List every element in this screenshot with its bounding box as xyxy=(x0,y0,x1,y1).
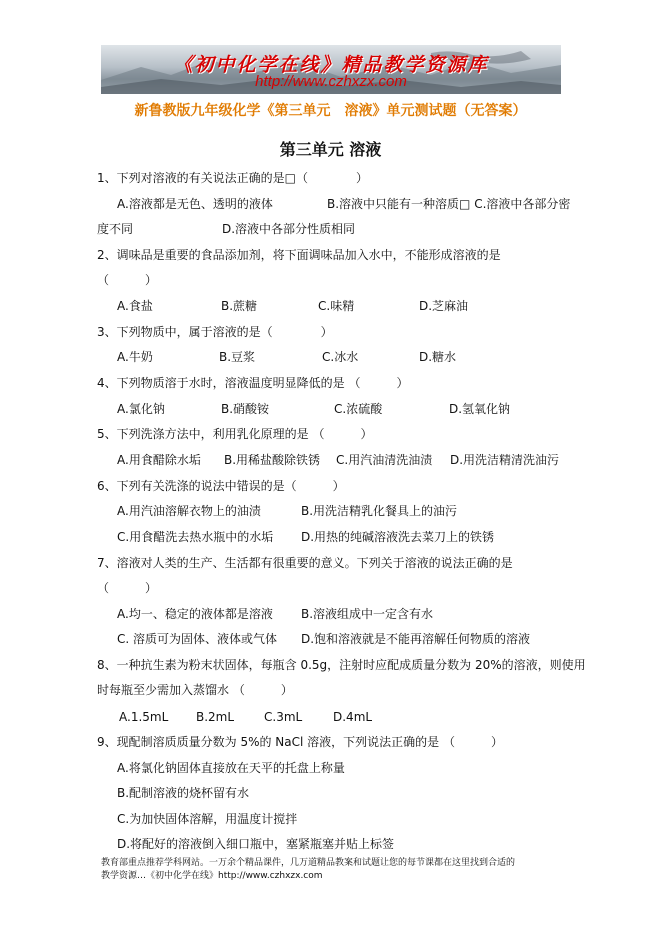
question-2-option-b: B.蔗糖 xyxy=(221,299,258,313)
question-7-option-c: C. 溶质可为固体、液体或气体 xyxy=(117,632,278,646)
question-2-stem: 2、调味品是重要的食品添加剂，将下面调味品加入水中，不能形成溶液的是 xyxy=(97,248,501,262)
question-9-stem: 9、现配制溶质质量分数为 5%的 NaCl 溶液，下列说法正确的是 （ ） xyxy=(97,735,503,749)
question-8-option-b: B.2mL xyxy=(196,710,235,724)
question-9-option-c: C.为加快固体溶解，用温度计搅拌 xyxy=(117,812,298,826)
question-6-option-d: D.用热的纯碱溶液洗去菜刀上的铁锈 xyxy=(301,530,495,544)
question-4-option-d: D.氢氧化钠 xyxy=(449,402,511,416)
question-8-option-c: C.3mL xyxy=(264,710,303,724)
question-5-option-c: C.用汽油清洗油渍 xyxy=(336,453,433,467)
question-6-stem: 6、下列有关洗涤的说法中错误的是（ ） xyxy=(97,479,345,493)
footer-line-2[interactable]: 教学资源…《初中化学在线》http://www.czhxzx.com xyxy=(101,871,323,881)
page-footer xyxy=(101,857,571,883)
question-3-option-a: A.牛奶 xyxy=(117,350,153,364)
question-4-option-b: B.硝酸铵 xyxy=(221,402,270,416)
question-5-option-d: D.用洗洁精清洗油污 xyxy=(450,453,560,467)
question-4-option-c: C.浓硫酸 xyxy=(334,402,383,416)
question-9-option-a: A.将氯化钠固体直接放在天平的托盘上称量 xyxy=(117,761,345,775)
question-2-answer-paren: （ ） xyxy=(97,273,158,287)
banner-url[interactable]: http://www.czhxzx.com xyxy=(255,73,407,90)
unit-title: 第三单元 溶液 xyxy=(279,140,382,159)
question-6-option-a: A.用汽油溶解衣物上的油渍 xyxy=(117,504,261,518)
question-9-option-b: B.配制溶液的烧杯留有水 xyxy=(117,786,250,800)
question-1-option-c-continued: 度不同 xyxy=(97,222,134,236)
question-6-option-b: B.用洗洁精乳化餐具上的油污 xyxy=(301,504,458,518)
question-5-stem: 5、下列洗涤方法中，利用乳化原理的是 （ ） xyxy=(97,427,373,441)
question-4-stem: 4、下列物质溶于水时，溶液温度明显降低的是 （ ） xyxy=(97,376,409,390)
question-1-option-d: D.溶液中各部分性质相同 xyxy=(222,222,356,236)
banner-title: 《初中化学在线》精品教学资源库 xyxy=(173,54,489,76)
question-9-option-d: D.将配好的溶液倒入细口瓶中，塞紧瓶塞并贴上标签 xyxy=(117,837,395,851)
footer-line-1: 教育部重点推荐学科网站。一万余个精品课件，几万道精品教案和试题让您的每节课都在这里找到合适的 xyxy=(101,858,516,868)
question-7-option-a: A.均一、稳定的液体都是溶液 xyxy=(117,607,273,621)
question-2-option-a: A.食盐 xyxy=(117,299,153,313)
question-1-stem: 1、下列对溶液的有关说法正确的是□（ ） xyxy=(97,171,368,185)
question-5-option-b: B.用稀盐酸除铁锈 xyxy=(224,453,321,467)
question-3-stem: 3、下列物质中，属于溶液的是（ ） xyxy=(97,325,333,339)
question-7-stem: 7、溶液对人类的生产、生活都有很重要的意义。下列关于溶液的说法正确的是 xyxy=(97,556,513,570)
question-8-option-d: D.4mL xyxy=(333,710,373,724)
question-7-option-d: D.饱和溶液就是不能再溶解任何物质的溶液 xyxy=(301,632,531,646)
question-8-stem: 8、一种抗生素为粉末状固体，每瓶含 0.5g，注射时应配成质量分数为 20%的溶液，则使用 xyxy=(97,658,586,672)
question-1-option-a: A.溶液都是无色、透明的液体 xyxy=(117,197,273,211)
question-3-option-c: C.冰水 xyxy=(322,350,359,364)
question-3-option-d: D.糖水 xyxy=(419,350,457,364)
question-6-option-c: C.用食醋洗去热水瓶中的水垢 xyxy=(117,530,274,544)
question-5-option-a: A.用食醋除水垢 xyxy=(117,453,201,467)
document-title: 新鲁教版九年级化学《第三单元 溶液》单元测试题（无答案） xyxy=(134,103,527,119)
question-7-option-b: B.溶液组成中一定含有水 xyxy=(301,607,434,621)
question-1-option-b-c: B.溶液中只能有一种溶质□ C.溶液中各部分密 xyxy=(327,197,571,211)
question-4-option-a: A.氯化钠 xyxy=(117,402,165,416)
question-2-option-d: D.芝麻油 xyxy=(419,299,469,313)
question-2-option-c: C.味精 xyxy=(318,299,355,313)
question-8-stem-continued: 时每瓶至少需加入蒸馏水 （ ） xyxy=(97,683,293,697)
header-banner xyxy=(101,45,561,94)
question-3-option-b: B.豆浆 xyxy=(219,350,256,364)
question-8-option-a: A.1.5mL xyxy=(119,710,169,724)
question-7-answer-paren: （ ） xyxy=(97,581,158,595)
